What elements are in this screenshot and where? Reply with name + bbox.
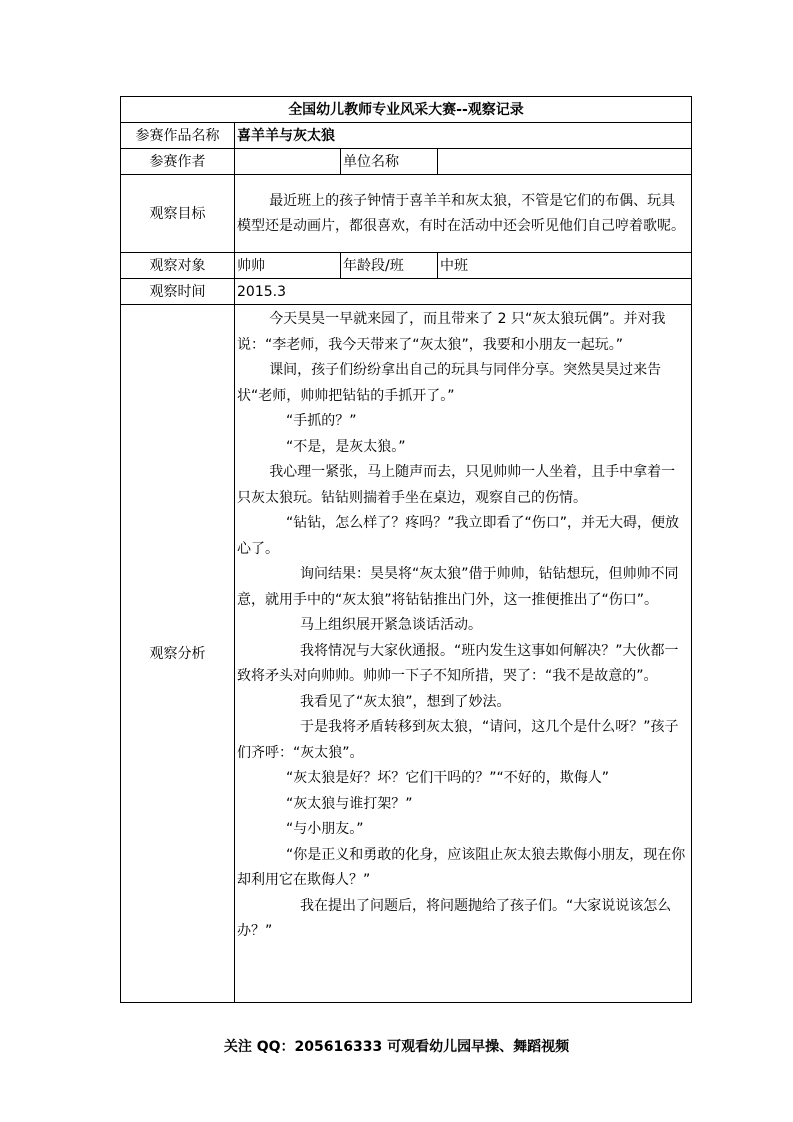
age-value: 中班 (438, 253, 692, 279)
analysis-paragraph: 我在提出了问题后，将问题抛给了孩子们。“大家说说该怎么办？” (237, 897, 672, 939)
goal-cell (235, 175, 692, 253)
analysis-cell (235, 305, 692, 1003)
subject-label: 观察对象 (121, 253, 235, 279)
analysis-paragraph: 我将情况与大家伙通报。“班内发生这事如何解决？”大伙都一致将矛头对向帅帅。帅帅一下子不知所措，哭了：“我不是故意的”。 (237, 642, 679, 684)
observation-record-table (120, 96, 692, 1003)
analysis-paragraph: 马上组织展开紧急谈话活动。 (300, 617, 482, 633)
analysis-paragraph: “灰太狼是好？坏？它们干吗的？”“不好的，欺侮人” (286, 770, 610, 786)
unit-value (438, 149, 692, 175)
analysis-paragraph: “灰太狼与谁打架？” (286, 795, 413, 812)
analysis-paragraph: “钻钻，怎么样了？疼吗？”我立即看了“伤口”，并无大碍，便放心了。 (237, 515, 680, 557)
author-value (235, 149, 341, 175)
analysis-paragraph: 今天昊昊一早就来园了，而且带来了 2 只“灰太狼玩偶”。并对我说：“李老师，我今天带来了“灰太狼”，我要和小朋友一起玩。” (237, 311, 666, 353)
analysis-paragraph: 询问结果：昊昊将“灰太狼”借于帅帅，钻钻想玩，但帅帅不同意，就用手中的“灰太狼”将钻钻推出门外，这一推便推出了“伤口”。 (237, 566, 679, 608)
analysis-paragraph: 于是我将矛盾转移到灰太狼，“请问，这几个是什么呀？”孩子们齐呼：“灰太狼”。 (237, 719, 679, 761)
goal-text: 最近班上的孩子钟情于喜羊羊和灰太狼，不管是它们的布偶、玩具模型还是动画片，都很喜欢，有时在活动中还会听见他们自己哼着歌呢。 (237, 192, 685, 234)
analysis-paragraph: 我看见了“灰太狼”，想到了妙法。 (300, 693, 511, 710)
footer-promo-text: 关注 QQ：205616333 可观看幼儿园早操、舞蹈视频 (223, 1039, 570, 1055)
analysis-paragraph: 我心理一紧张，马上随声而去，只见帅帅一人坐着，且手中拿着一只灰太狼玩。钻钻则揣着手坐在桌边，观察自己的伤情。 (237, 464, 676, 506)
time-value: 2015.3 (235, 279, 692, 305)
author-label: 参赛作者 (121, 149, 235, 175)
subject-value: 帅帅 (235, 253, 341, 279)
time-label: 观察时间 (121, 279, 235, 305)
age-label: 年龄段/班 (341, 253, 438, 279)
analysis-label: 观察分析 (121, 305, 235, 1003)
goal-label: 观察目标 (121, 175, 235, 253)
work-name-label: 参赛作品名称 (121, 123, 235, 149)
analysis-paragraph: “不是，是灰太狼。” (286, 438, 406, 455)
analysis-paragraph: “手抓的？” (286, 413, 357, 429)
analysis-paragraph: 课间，孩子们纷纷拿出自己的玩具与同伴分享。突然昊昊过来告状“老师，帅帅把钻钻的手抓开了。” (237, 362, 662, 404)
analysis-paragraph: “与小朋友。” (286, 821, 364, 837)
analysis-paragraph: “你是正义和勇敢的化身，应该阻止灰太狼去欺侮小朋友，现在你却利用它在欺侮人？” (237, 846, 686, 888)
work-name-value: 喜羊羊与灰太狼 (235, 123, 692, 149)
form-title: 全国幼儿教师专业风采大赛--观察记录 (121, 97, 692, 123)
unit-label: 单位名称 (341, 149, 438, 175)
